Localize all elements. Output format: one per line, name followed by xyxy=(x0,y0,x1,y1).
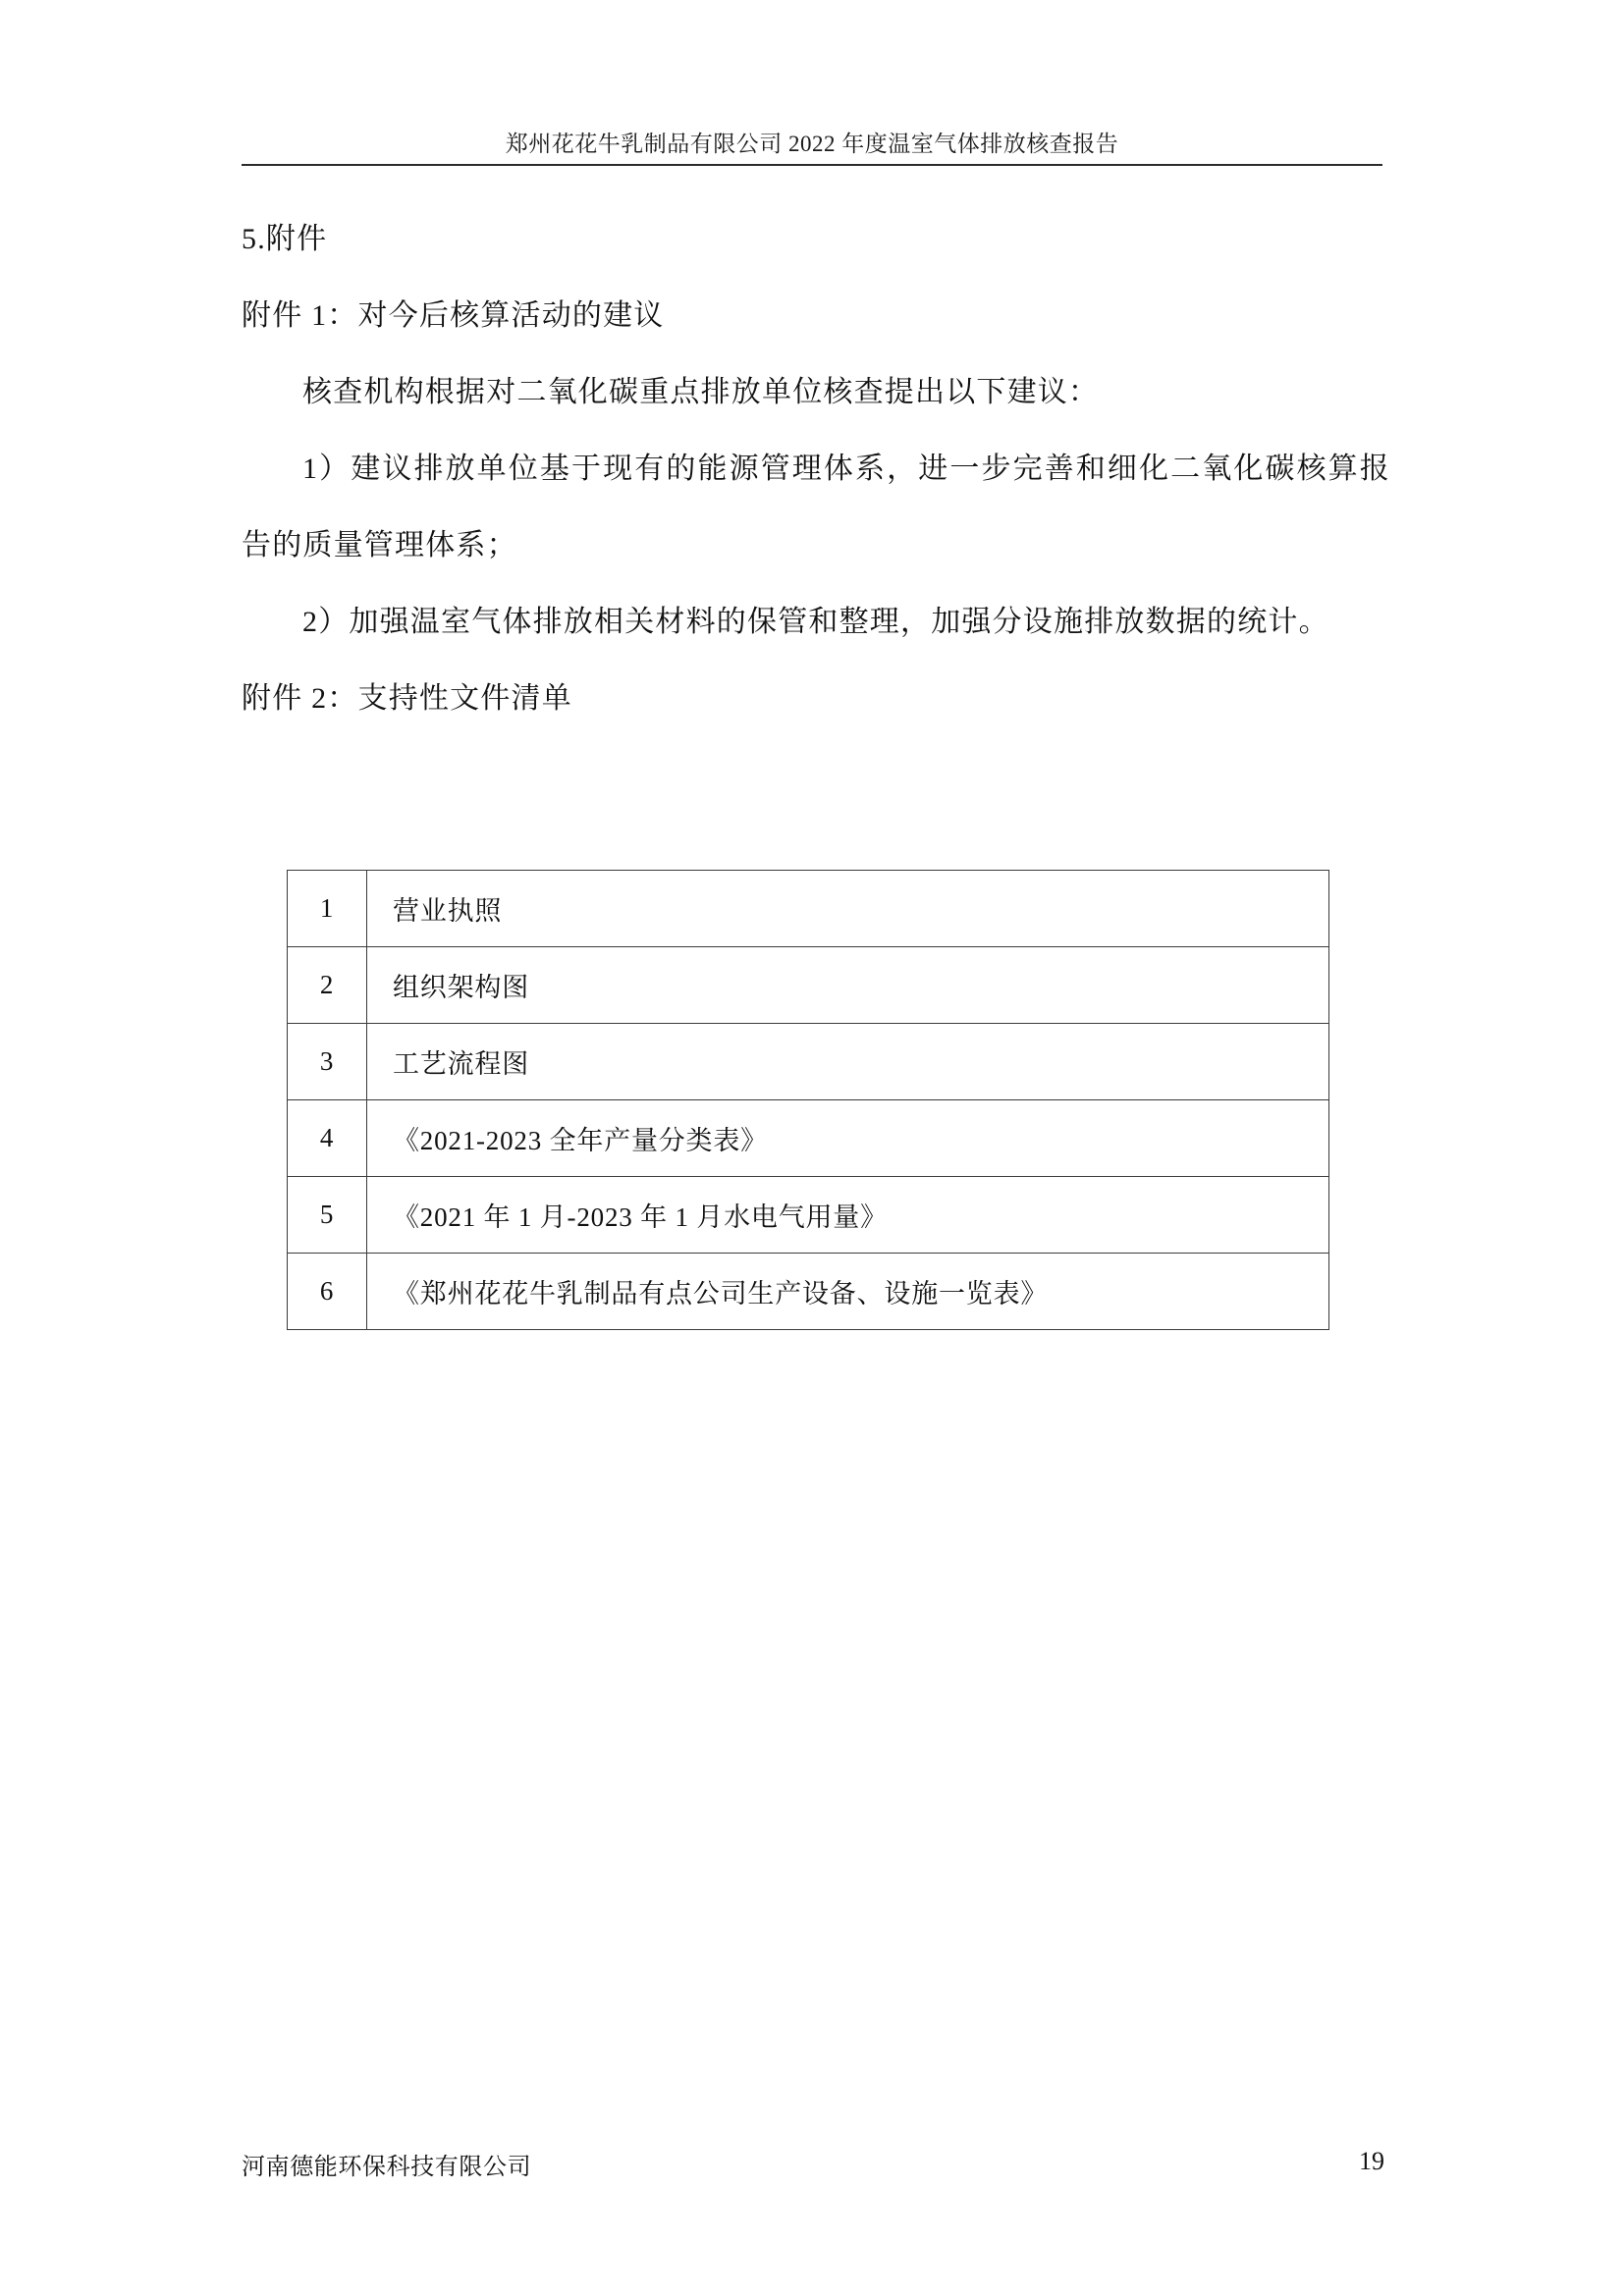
table-row xyxy=(288,1254,1329,1330)
section-title: 5.附件 xyxy=(242,223,328,255)
appendix1-lead: 核查机构根据对二氧化碳重点排放单位核查提出以下建议： xyxy=(302,376,1100,408)
appendix1-item-2: 2）加强温室气体排放相关材料的保管和整理，加强分设施排放数据的统计。 xyxy=(302,606,1329,638)
row-name: 《2021 年 1 月-2023 年 1 月水电气用量》 xyxy=(367,1177,1329,1254)
row-index: 5 xyxy=(288,1177,367,1254)
header-divider xyxy=(242,164,1382,166)
row-index: 6 xyxy=(288,1254,367,1330)
appendix2-title: 附件 2：支持性文件清单 xyxy=(242,682,572,715)
table-row xyxy=(288,871,1329,947)
running-header xyxy=(242,126,1382,158)
table-row xyxy=(288,1177,1329,1254)
row-index: 3 xyxy=(288,1024,367,1100)
row-name: 《郑州花花牛乳制品有点公司生产设备、设施一览表》 xyxy=(367,1254,1329,1330)
row-index: 1 xyxy=(288,871,367,947)
table-row xyxy=(288,1100,1329,1177)
table-row xyxy=(288,947,1329,1024)
table-row xyxy=(288,1024,1329,1100)
row-name: 工艺流程图 xyxy=(367,1024,1329,1100)
supporting-documents-table-wrapper xyxy=(287,870,1329,1330)
supporting-documents-table xyxy=(287,870,1329,1330)
running-header-text: 郑州花花牛乳制品有限公司 2022 年度温室气体排放核查报告 xyxy=(505,132,1119,156)
document-body xyxy=(242,201,1390,737)
row-name: 组织架构图 xyxy=(367,947,1329,1024)
row-name: 营业执照 xyxy=(367,871,1329,947)
footer-page-number: 19 xyxy=(1359,2147,1384,2175)
appendix1-title: 附件 1：对今后核算活动的建议 xyxy=(242,299,665,332)
appendix1-item-1: 1）建议排放单位基于现有的能源管理体系，进一步完善和细化二氧化碳核算报告的质量管理体系； xyxy=(242,453,1390,561)
row-index: 4 xyxy=(288,1100,367,1177)
row-index: 2 xyxy=(288,947,367,1024)
footer-organization: 河南德能环保科技有限公司 xyxy=(242,2155,532,2180)
row-name: 《2021-2023 全年产量分类表》 xyxy=(367,1100,1329,1177)
